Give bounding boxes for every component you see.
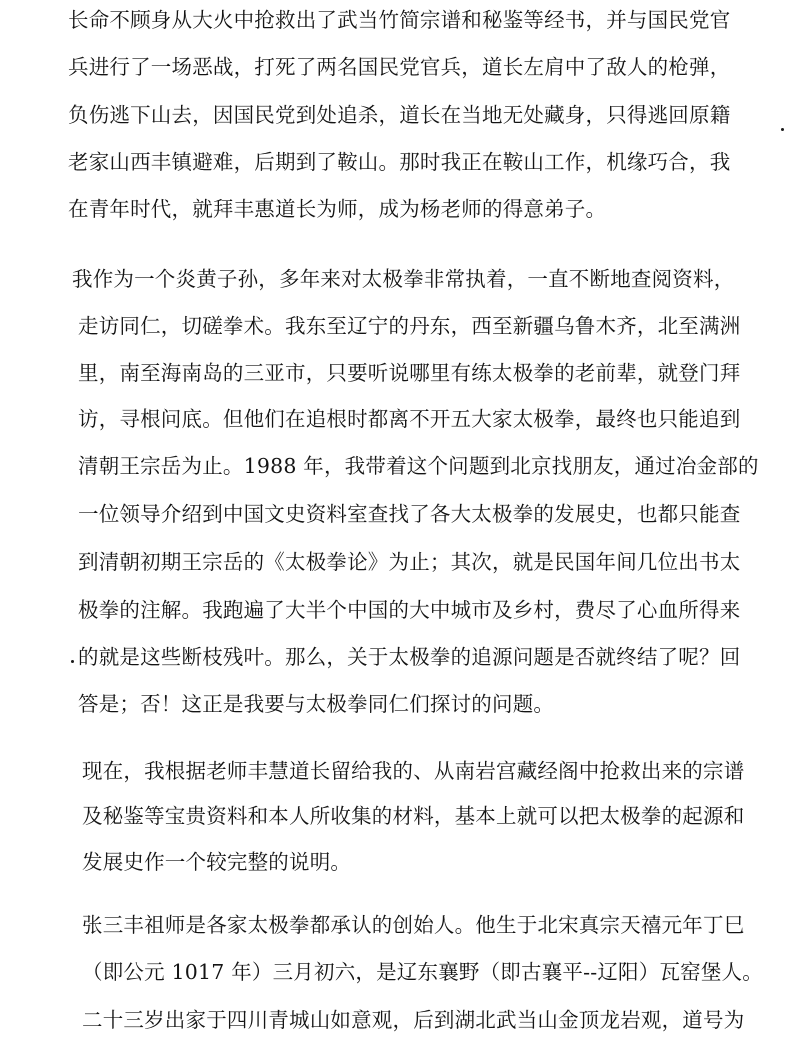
text-line: 二十三岁出家于四川青城山如意观，后到湖北武当山金顶龙岩观，道号为 [82, 1008, 745, 1032]
text-line: 兵进行了一场恶战，打死了两名国民党官兵，道长左肩中了敌人的枪弹， [68, 55, 731, 79]
text-line: 的就是这些断枝残叶。那么，关于太极拳的追源问题是否就终结了呢？回 [78, 645, 741, 669]
text-line: 现在，我根据老师丰慧道长留给我的、从南岩宫藏经阁中抢救出来的宗谱 [82, 759, 745, 783]
text-line: 清朝王宗岳为止。1988 年，我带着这个问题到北京找朋友，通过冶金部的 [78, 454, 759, 478]
text-line: 走访同仁，切磋拳术。我东至辽宁的丹东，西至新疆乌鲁木齐，北至满洲 [78, 314, 741, 338]
text-line: 访，寻根问底。但他们在追根时都离不开五大家太极拳，最终也只能追到 [78, 407, 741, 431]
text-line: 到清朝初期王宗岳的《太极拳论》为止；其次，就是民国年间几位出书太 [78, 550, 741, 574]
text-line: 老家山西丰镇避难，后期到了鞍山。那时我正在鞍山工作，机缘巧合，我 [68, 150, 731, 174]
text-line: 里，南至海南岛的三亚市，只要听说哪里有练太极拳的老前辈，就登门拜 [78, 361, 741, 385]
text-line: 及秘鉴等宝贵资料和本人所收集的材料，基本上就可以把太极拳的起源和 [82, 804, 745, 828]
text-line: 长命不顾身从大火中抢救出了武当竹简宗谱和秘鉴等经书，并与国民党官 [68, 8, 731, 32]
text-line: 负伤逃下山去，因国民党到处追杀，道长在当地无处藏身，只得逃回原籍 [68, 103, 731, 127]
text-line: 答是；否！这正是我要与太极拳同仁们探讨的问题。 [78, 692, 555, 716]
text-line: 我作为一个炎黄子孙，多年来对太极拳非常执着，一直不断地查阅资料， [72, 267, 735, 291]
text-line: 发展史作一个较完整的说明。 [82, 850, 352, 874]
text-line: 张三丰祖师是各家太极拳都承认的创始人。他生于北宋真宗天禧元年丁巳 [82, 913, 745, 937]
scan-speck [781, 128, 784, 131]
scan-speck [71, 660, 74, 663]
text-line: 一位领导介绍到中国文史资料室查找了各大太极拳的发展史，也都只能查 [78, 502, 741, 526]
text-line: （即公元 1017 年）三月初六，是辽东襄野（即古襄平--辽阳）瓦窑堡人。 [82, 960, 763, 984]
text-line: 极拳的注解。我跑遍了大半个中国的大中城市及乡村，费尽了心血所得来 [78, 598, 741, 622]
text-line: 在青年时代，就拜丰惠道长为师，成为杨老师的得意弟子。 [68, 197, 607, 221]
